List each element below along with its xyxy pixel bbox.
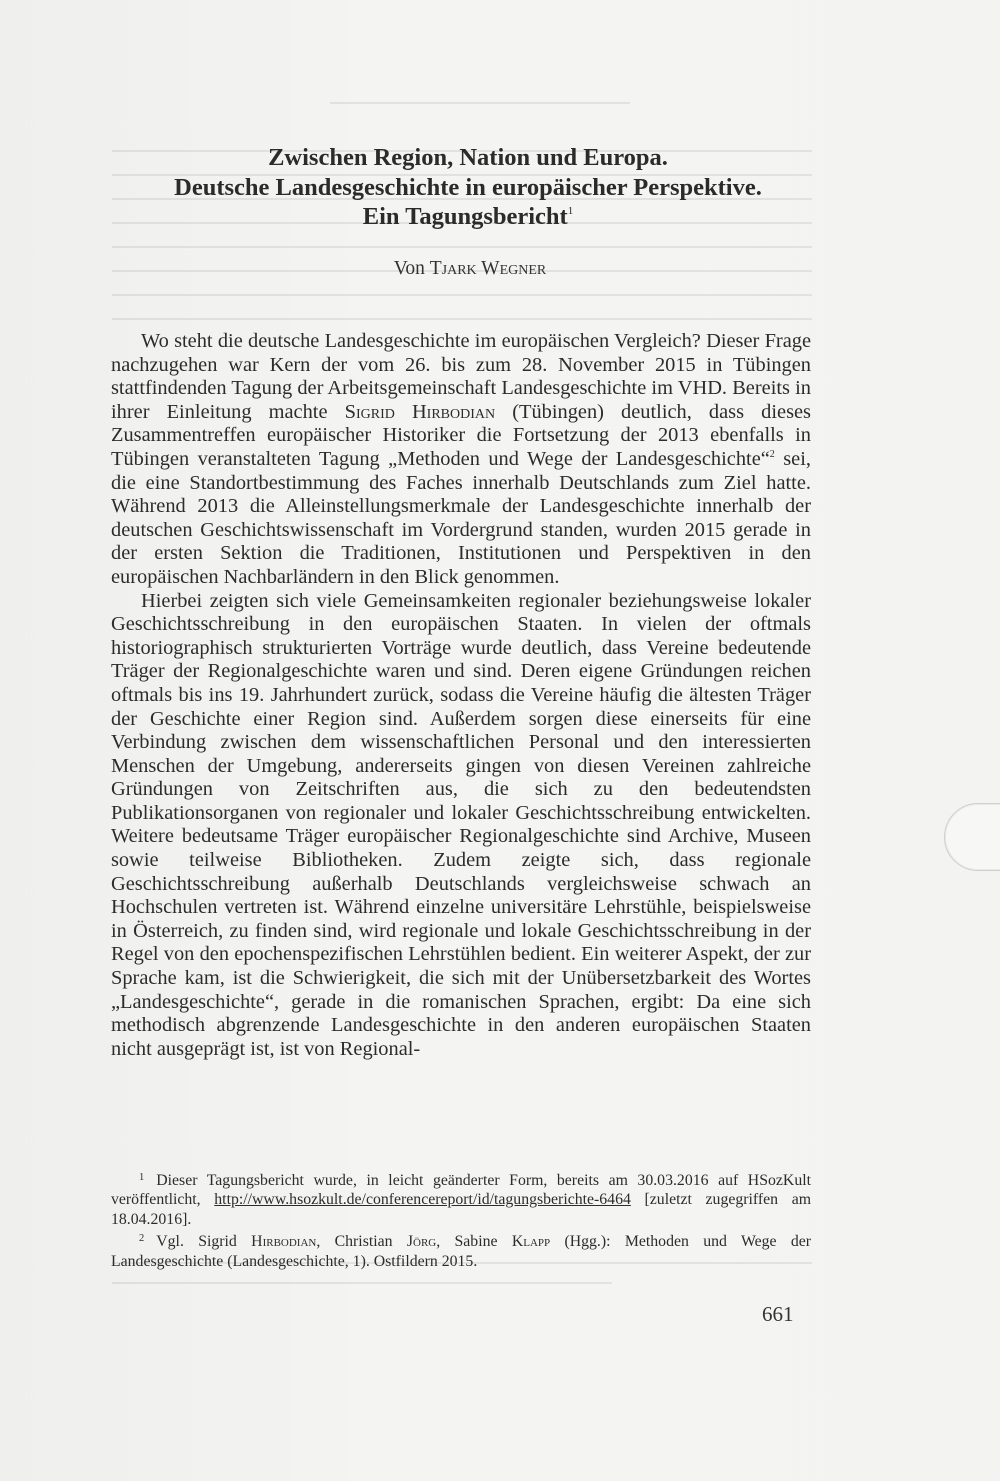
footnote-1-text: Dieser Tagungsbericht wurde, in leicht geänderter Form, bereits am 30.03.2016 auf HSozKult veröffentlicht, <box>111 1172 811 1209</box>
paragraph-1-part-b: (Tübingen) deutlich, dass dieses Zusammentreffen europäischer Historiker die Fortsetzung der 2013 ebenfalls in Tübingen veranstalteten Tagung „Methoden und Wege der Landesgeschichte“ <box>111 400 811 470</box>
footnote-1-tail: [zuletzt zugegriffen am 18.04.2016]. <box>111 1191 811 1228</box>
paragraph-1-part-a: Wo steht die deutsche Landesgeschichte im europäischen Vergleich? Dieser Frage nachzugehen war Kern der vom 26. bis zum 28. November 2015 in Tübingen stattfindenden Tagung der Arbeitsgemeinschaft Landesgeschichte im VHD. Bereits in ihrer Einleitung machte <box>111 330 811 423</box>
footnote-2-part-b: , Christian <box>316 1233 407 1251</box>
title-footnote-ref: 1 <box>567 205 574 217</box>
author-line <box>110 258 830 280</box>
footnote-2-name-joerg: Jörg <box>406 1233 437 1251</box>
paragraph-1 <box>111 330 811 590</box>
paper-tab-mark <box>944 803 1000 871</box>
author-prefix: Von <box>393 258 425 279</box>
title-line-2: Deutsche Landesgeschichte in europäischer Perspektive. <box>174 173 762 201</box>
paragraph-1-part-c: sei, die eine Standortbestimmung des Faches innerhalb Deutschlands zum Ziel hatte. Während 2013 die Alleinstellungsmerkmale der Landesgeschichte innerhalb der deutschen Geschichtswissenschaft im Vordergrund standen, wurden 2015 gerade in der ersten Sektion die Traditionen, Institutionen und Perspektiven in den europäischen Nachbarländern in den Blick genommen. <box>111 447 811 588</box>
footnote-1-link[interactable]: http://www.hsozkult.de/conferencereport/id/tagungsberichte-6464 <box>214 1191 631 1209</box>
cited-name-hirbodian: Sigrid Hirbodian <box>344 400 496 423</box>
footnote-2-name-hirbodian: Hirbodian <box>251 1233 317 1251</box>
article-title <box>110 143 826 232</box>
title-line-3 <box>110 202 826 232</box>
paragraph-2: Hierbei zeigten sich viele Gemeinsamkeiten regionaler beziehungsweise lokaler Geschichtsschreibung in den europäischen Staaten. In vielen der oftmals historiographisch strukturierten Vorträge wurde deutlich, dass Vereine bedeutende Träger der Regionalgeschichte waren und sind. Deren eigene Gründungen reichen oftmals bis ins 19. Jahrhundert zurück, sodass die Vereine häufig die ältesten Träger der Geschichte einer Region sind. Außerdem sorgen diese einerseits für eine Verbindung zwischen dem wissenschaftlichen Personal und den interessierten Menschen der Umgebung, andererseits gingen von diesen Vereinen zahlreiche Gründungen von Zeitschriften aus, die sich zu den bedeutendsten Publikationsorganen von regionaler und lokaler Geschichtsschreibung entwickelten. Weitere bedeutsame Träger europäischer Regionalgeschichte sind Archive, Museen sowie teilweise Bibliotheken. Zudem zeigte sich, dass regionale Geschichtsschreibung außerhalb Deutschlands vergleichsweise schwach an Hochschulen vertreten ist. Während einzelne universitäre Lehrstühle, beispielsweise in Österreich, zu finden sind, wird regionale und lokale Geschichtsschreibung in der Regel von den epochenspezifischen Lehrstühlen bedient. Ein weiterer Aspekt, der zur Sprache kam, ist die Schwierigkeit, die sich mit der Unübersetzbarkeit des Wortes „Landesgeschichte“, gerade in die romanischen Sprachen, ergibt: Da eine sich methodisch abgrenzende Landesgeschichte in den anderen europäischen Staaten nicht ausgeprägt ist, ist von Regional- <box>111 589 811 1060</box>
footnote-2 <box>111 1232 811 1271</box>
author-name: Tjark Wegner <box>429 258 547 279</box>
footnote-2-name-klapp: Klapp <box>511 1233 551 1251</box>
page-number: 661 <box>762 1302 794 1326</box>
footnote-2-part-d: (Hgg.): Methoden und Wege der Landesgeschichte (Landesgeschichte, 1). Ostfildern 2015. <box>111 1233 811 1270</box>
title-line-3-text: Ein Tagungsbericht <box>362 203 568 230</box>
footnotes <box>111 1171 811 1274</box>
footnote-2-number: 2 <box>139 1233 145 1245</box>
title-line-1: Zwischen Region, Nation und Europa. <box>268 144 668 171</box>
footnote-2-part-c: , Sabine <box>436 1233 512 1251</box>
footnote-1-number: 1 <box>139 1172 145 1183</box>
footnote-1 <box>111 1171 811 1229</box>
footnote-ref-2: 2 <box>769 448 775 460</box>
article-body <box>111 330 811 1061</box>
footnote-2-part-a: Vgl. Sigrid <box>156 1233 252 1251</box>
